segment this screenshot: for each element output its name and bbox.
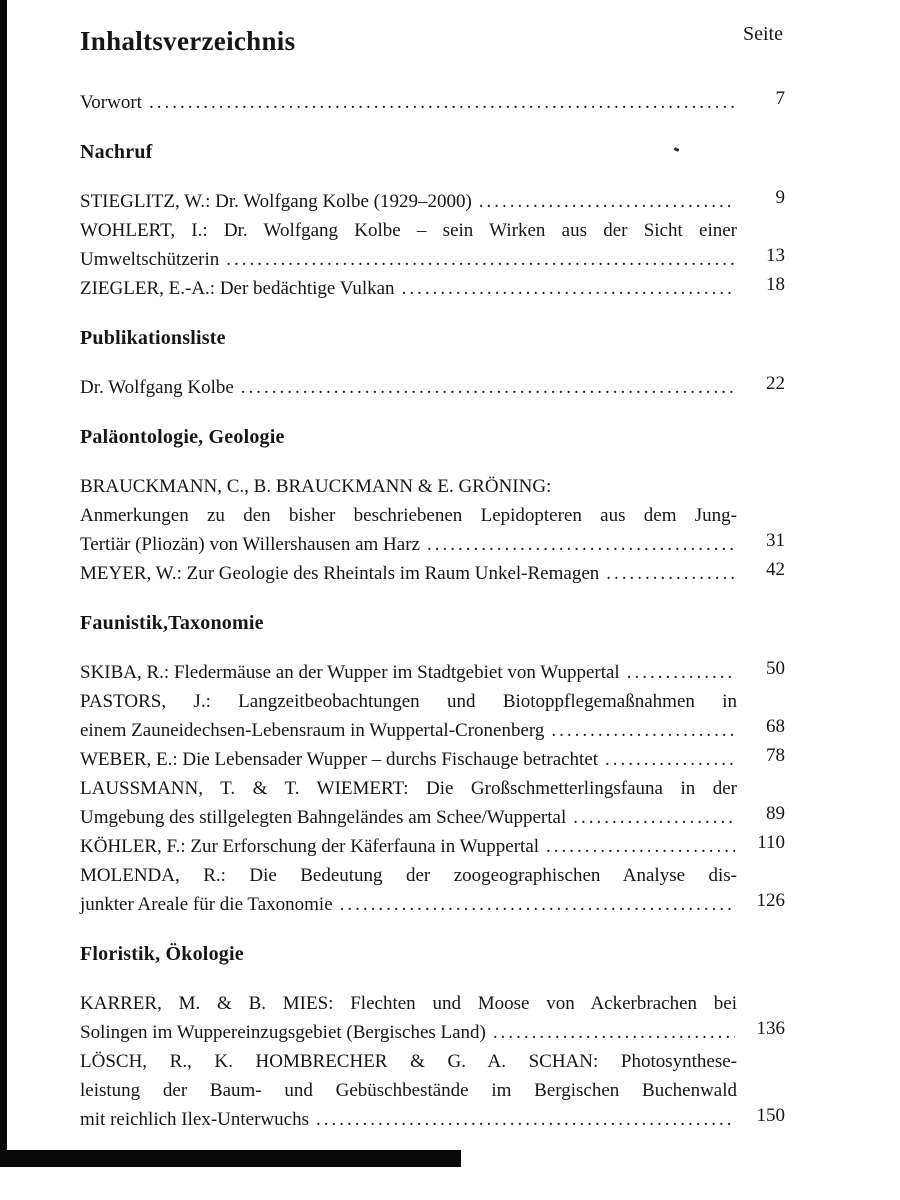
page-number: 89 [766, 803, 785, 824]
entry-text: mit reichlich Ilex-Unterwuchs [80, 1109, 309, 1130]
entry-line [80, 373, 785, 402]
entry-text: leistung der Baum- und Gebüschbestände im Bergischen Buchenwald [80, 1080, 737, 1101]
entry-line [80, 1105, 785, 1134]
page-title: Inhaltsverzeichnis [80, 26, 296, 56]
toc-entry [80, 559, 785, 588]
entry-text: Dr. Wolfgang Kolbe [80, 377, 234, 398]
dot-leader [627, 658, 735, 687]
entry-line [80, 187, 785, 216]
page-column-label: Seite [743, 23, 783, 45]
toc-section-palaeontologie-geologie [80, 422, 785, 588]
dot-leader [241, 373, 735, 402]
entry-line [80, 658, 785, 687]
toc-entry [80, 687, 785, 745]
entry-line [80, 774, 785, 803]
entry-line [80, 472, 785, 501]
toc-entry [80, 274, 785, 303]
dot-leader [493, 1018, 735, 1047]
toc-entry [80, 989, 785, 1047]
dot-leader [402, 274, 735, 303]
toc-entry [80, 216, 785, 274]
toc-section-floristik-oekologie [80, 939, 785, 1134]
entry-line [80, 989, 785, 1018]
entry-text: WEBER, E.: Die Lebensader Wupper – durchs Fischauge betrachtet [80, 749, 599, 770]
dot-leader [479, 187, 735, 216]
entry-line [80, 1047, 785, 1076]
section-heading: Paläontologie, Geologie [80, 426, 285, 448]
toc-entry [80, 472, 785, 559]
entry-text: Anmerkungen zu den bisher beschriebenen Lepidopteren aus dem Jung- [80, 505, 737, 526]
toc-section-nachruf [80, 137, 785, 303]
toc-header [80, 24, 785, 58]
entry-line [80, 687, 785, 716]
entry-line [80, 890, 785, 919]
page-number: 9 [775, 187, 785, 208]
page-number: 31 [766, 530, 785, 551]
entry-text: SKIBA, R.: Fledermäuse an der Wupper im Stadtgebiet von Wuppertal [80, 662, 620, 683]
entry-line [80, 245, 785, 274]
entry-text: junkter Areale für die Taxonomie [80, 894, 333, 915]
entry-text: Umweltschützerin [80, 249, 220, 270]
entry-line [80, 803, 785, 832]
toc-entry [80, 658, 785, 687]
entry-line [80, 1076, 785, 1105]
entry-line [80, 1018, 785, 1047]
dot-leader [546, 832, 735, 861]
entry-text: einem Zauneidechsen-Lebensraum in Wuppertal-Cronenberg [80, 720, 545, 741]
entry-text: KÖHLER, F.: Zur Erforschung der Käferfauna in Wuppertal [80, 836, 540, 857]
page-number: 110 [757, 832, 785, 853]
entry-text: LAUSSMANN, T. & T. WIEMERT: Die Großschmetterlingsfauna in der [80, 778, 737, 799]
entry-line [80, 745, 785, 774]
page-number: 42 [766, 559, 785, 580]
entry-line [80, 274, 785, 303]
toc-entry [80, 832, 785, 861]
entry-line [80, 501, 785, 530]
scan-artifact-bottom-edge [0, 1150, 461, 1167]
dot-leader [226, 245, 735, 274]
entry-text: Tertiär (Pliozän) von Willershausen am Harz [80, 534, 420, 555]
page-number: 50 [766, 658, 785, 679]
page-number: 150 [756, 1105, 785, 1126]
entry-text: LÖSCH, R., K. HOMBRECHER & G. A. SCHAN: Photosynthese- [80, 1051, 737, 1072]
section-heading: Publikationsliste [80, 327, 226, 349]
entry-line [80, 559, 785, 588]
toc-section-publikationsliste [80, 323, 785, 402]
entry-line [80, 88, 785, 117]
dot-leader [427, 530, 735, 559]
entry-line [80, 716, 785, 745]
toc-section-vorwort [80, 88, 785, 117]
entry-text: Umgebung des stillgelegten Bahngeländes am Schee/Wuppertal [80, 807, 567, 828]
toc-entry [80, 745, 785, 774]
entry-line [80, 861, 785, 890]
dot-leader [340, 890, 735, 919]
page-number: 136 [756, 1018, 785, 1039]
entry-text: STIEGLITZ, W.: Dr. Wolfgang Kolbe (1929–2000) [80, 191, 472, 212]
section-heading: Faunistik,Taxonomie [80, 612, 264, 634]
toc-entry [80, 774, 785, 832]
page-number: 68 [766, 716, 785, 737]
page-number: 126 [756, 890, 785, 911]
toc-page [80, 24, 785, 1134]
page-number: 13 [766, 245, 785, 266]
entry-line [80, 832, 785, 861]
section-heading: Floristik, Ökologie [80, 943, 244, 965]
entry-text: ZIEGLER, E.-A.: Der bedächtige Vulkan [80, 278, 395, 299]
page-number: 78 [766, 745, 785, 766]
toc-entry [80, 187, 785, 216]
scan-artifact-left-edge [0, 0, 7, 1163]
entry-text: MOLENDA, R.: Die Bedeutung der zoogeographischen Analyse dis- [80, 865, 737, 886]
page-number: 22 [766, 373, 785, 394]
section-heading: Nachruf [80, 141, 153, 163]
dot-leader [606, 559, 735, 588]
page-number: 18 [766, 274, 785, 295]
dot-leader [605, 745, 735, 774]
entry-text: Vorwort [80, 92, 142, 113]
entry-text: WOHLERT, I.: Dr. Wolfgang Kolbe – sein Wirken aus der Sicht einer [80, 220, 737, 241]
entry-line [80, 530, 785, 559]
dot-leader [149, 88, 735, 117]
entry-line [80, 216, 785, 245]
dot-leader [551, 716, 735, 745]
toc-entry [80, 88, 785, 117]
toc-section-faunistik-taxonomie [80, 608, 785, 919]
entry-text: MEYER, W.: Zur Geologie des Rheintals im Raum Unkel-Remagen [80, 563, 600, 584]
entry-text: KARRER, M. & B. MIES: Flechten und Moose von Ackerbrachen bei [80, 993, 737, 1014]
dot-leader [316, 1105, 735, 1134]
dot-leader [573, 803, 735, 832]
entry-text: Solingen im Wuppereinzugsgebiet (Bergisches Land) [80, 1022, 486, 1043]
toc-entry [80, 1047, 785, 1134]
toc-entry [80, 373, 785, 402]
page-number: 7 [775, 88, 785, 109]
toc-entry [80, 861, 785, 919]
entry-text: PASTORS, J.: Langzeitbeobachtungen und Biotoppflegemaßnahmen in [80, 691, 737, 712]
entry-text: BRAUCKMANN, C., B. BRAUCKMANN & E. GRÖNING: [80, 476, 552, 497]
